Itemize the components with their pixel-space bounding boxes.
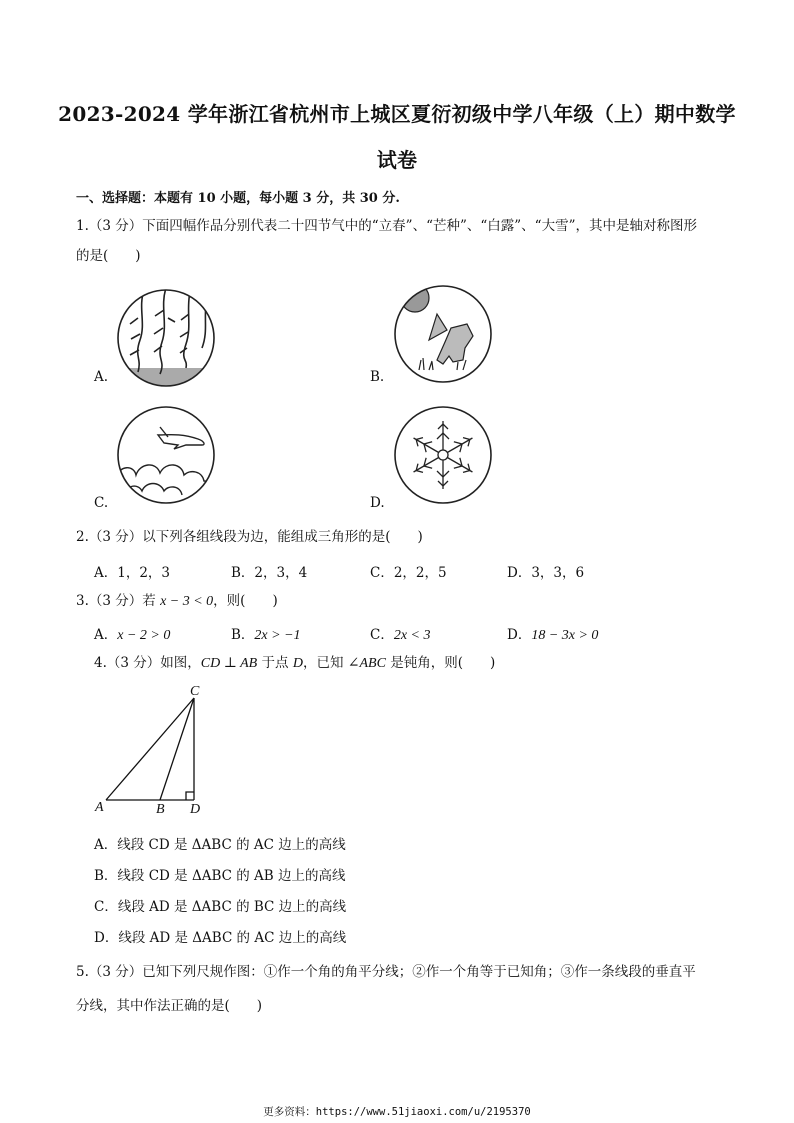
q5-stem-line2: 分线，其中作法正确的是( ) bbox=[76, 998, 263, 1014]
q3-option-a-letter: A． bbox=[94, 627, 118, 643]
section-heading: 一、选择题：本题有 10 小题，每小题 3 分，共 30 分. bbox=[76, 191, 400, 206]
q3-option-c-math: 2x < 3 bbox=[393, 628, 431, 643]
q4-label-d: D bbox=[190, 802, 201, 817]
q4-option-d: D．线段 AD 是 ΔABC 的 AC 边上的高线 bbox=[94, 930, 347, 946]
q1-image-d bbox=[393, 405, 493, 505]
q1-stem-line1: 1.（3 分）下面四幅作品分别代表二十四节气中的“立春”、“芒种”、“白露”、“大雪”，其中是轴对称图形 bbox=[76, 218, 697, 234]
q4-stem-part4: 是钝角，则( ) bbox=[385, 655, 496, 671]
q4-option-c: C．线段 AD 是 ΔABC 的 BC 边上的高线 bbox=[94, 899, 347, 915]
q2-option-c: C．2，2，5 bbox=[370, 565, 447, 581]
q3-stem-pre: 3.（3 分）若 bbox=[76, 593, 161, 609]
q4-stem-math3: ∠ABC bbox=[347, 656, 386, 671]
q3-option-b-letter: B． bbox=[231, 627, 255, 643]
q5-stem-line1: 5.（3 分）已知下列尺规作图：①作一个角的角平分线；②作一个角等于已知角；③作一条线段的垂直平 bbox=[76, 964, 696, 980]
q4-label-a: A bbox=[95, 800, 104, 815]
q1-stem-line2: 的是( ) bbox=[76, 248, 141, 264]
q1-image-b bbox=[393, 284, 493, 384]
q2-option-a: A．1，2，3 bbox=[94, 565, 171, 581]
q3-option-d bbox=[507, 623, 598, 644]
q1-option-a-label: A. bbox=[94, 369, 109, 385]
q4-label-c: C bbox=[190, 684, 200, 699]
footer-link[interactable]: 更多资料：https://www.51jiaoxi.com/u/2195370 bbox=[263, 1106, 531, 1118]
paper-title-line1: 2023-2024 学年浙江省杭州市上城区夏衍初级中学八年级（上）期中数学 bbox=[58, 102, 736, 126]
q1-option-b-label: B. bbox=[370, 369, 385, 385]
paper-title-line2: 试卷 bbox=[376, 148, 418, 172]
q3-option-b bbox=[231, 623, 301, 644]
q4-stem-part1: 4.（3 分）如图， bbox=[94, 655, 201, 671]
q3-option-c-letter: C． bbox=[370, 627, 394, 643]
q4-triangle-figure bbox=[90, 682, 220, 817]
q1-option-d-label: D. bbox=[370, 495, 385, 511]
q3-option-d-letter: D． bbox=[507, 627, 532, 643]
q3-option-a-math: x − 2 > 0 bbox=[117, 628, 171, 643]
q4-option-b: B．线段 CD 是 ΔABC 的 AB 边上的高线 bbox=[94, 868, 346, 884]
q4-stem-part2: 于点 bbox=[257, 655, 293, 671]
q1-image-c bbox=[116, 405, 216, 505]
q3-stem bbox=[76, 591, 278, 612]
q3-option-b-math: 2x > −1 bbox=[254, 628, 301, 643]
q3-stem-post: ，则( ) bbox=[213, 593, 278, 609]
q2-stem: 2.（3 分）以下列各组线段为边，能组成三角形的是( ) bbox=[76, 529, 423, 545]
q2-option-b: B．2，3，4 bbox=[231, 565, 308, 581]
q3-stem-math: x − 3 < 0 bbox=[160, 594, 214, 609]
q4-stem-math2: D bbox=[292, 656, 303, 671]
q3-option-c bbox=[370, 623, 431, 644]
q4-stem bbox=[94, 653, 495, 674]
q4-option-a: A．线段 CD 是 ΔABC 的 AC 边上的高线 bbox=[94, 837, 346, 853]
q4-stem-math1: CD ⊥ AB bbox=[200, 656, 258, 671]
q2-option-d: D．3，3，6 bbox=[507, 565, 585, 581]
q1-option-c-label: C. bbox=[94, 495, 109, 511]
q3-option-d-math: 18 − 3x > 0 bbox=[531, 628, 599, 643]
q4-stem-part3: ，已知 bbox=[302, 655, 348, 671]
q3-option-a bbox=[94, 623, 170, 644]
q1-image-a bbox=[116, 288, 216, 388]
q4-label-b: B bbox=[156, 802, 165, 817]
